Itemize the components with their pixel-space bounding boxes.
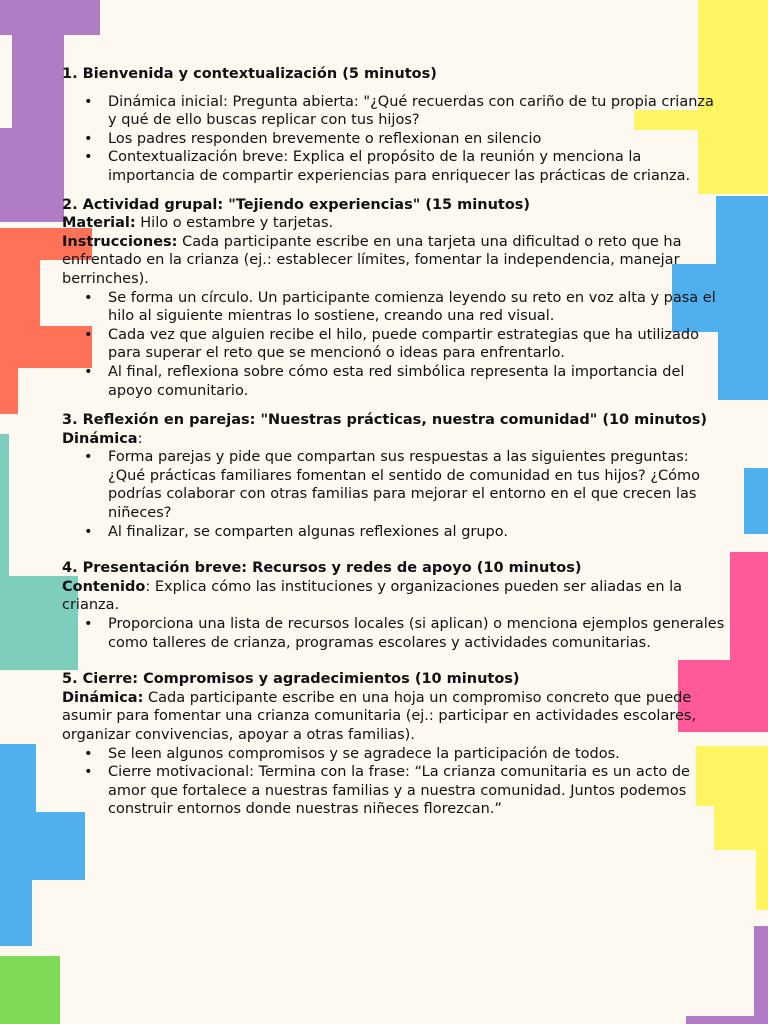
list-item: • Se leen algunos compromisos y se agradece la participación de todos.: [108, 745, 726, 764]
material-line: [62, 214, 726, 233]
section-reflexion-parejas: [62, 411, 726, 541]
section-title: 1. Bienvenida y contextualización (5 minutos): [62, 66, 437, 82]
material-label: Material:: [62, 215, 136, 232]
purple-shape: [12, 35, 64, 130]
list-item: • Cierre motivacional: Termina con la frase: “La crianza comunitaria es un acto de amor que fortalece a nuestras familias y a nuestra comunidad. Juntos podemos construir entornos donde nuestras niñeces florezcan.”: [108, 763, 726, 819]
teal-shape: [0, 434, 9, 582]
blue-shape: [0, 744, 36, 814]
bullet-list: [62, 289, 726, 401]
orange-shape: [0, 258, 40, 328]
section-title: 4. Presentación breve: Recursos y redes de apoyo (10 minutos): [62, 560, 582, 577]
orange-shape: [0, 366, 18, 414]
list-item: • Los padres responden brevemente o reflexionan en silencio: [108, 130, 726, 149]
bullet-list: [62, 745, 726, 819]
document-body: [62, 65, 726, 819]
list-item: • Dinámica inicial: Pregunta abierta: "¿Qué recuerdas con cariño de tu propia crianza y qué de ello buscas replicar con tus hijos?: [108, 93, 726, 130]
dinamica-line: [62, 689, 726, 745]
list-item: • Al finalizar, se comparten algunas reflexiones al grupo.: [108, 523, 726, 542]
yellow-shape: [756, 848, 768, 910]
instructions-line: [62, 233, 726, 289]
section-cierre: [62, 670, 726, 819]
section-title: 5. Cierre: Compromisos y agradecimientos (10 minutos): [62, 671, 520, 688]
dinamica-text: Cada participante escribe en una hoja un compromiso concreto que puede asumir para fomentar una crianza comunitaria (ej.: participar en actividades escolares, organizar convivencias, apoyar a otras familias).: [62, 689, 697, 743]
section-title: 3. Reflexión en parejas: "Nuestras prácticas, nuestra comunidad" (10 minutos): [62, 412, 708, 429]
material-text: Hilo o estambre y tarjetas.: [135, 215, 334, 232]
contenido-label: Contenido: [62, 578, 146, 595]
list-item: • Contextualización breve: Explica el propósito de la reunión y menciona la importancia de compartir experiencias para enriquecer las prácticas de crianza.: [108, 148, 726, 185]
bullet-list: [62, 615, 726, 652]
contenido-line: [62, 578, 726, 615]
instructions-text: Cada participante escribe en una tarjeta una dificultad o reto que ha enfrentado en la crianza (ej.: establecer límites, fomentar la independencia, manejar berrinches).: [62, 233, 682, 287]
purple-shape: [686, 1016, 768, 1024]
list-item: • Proporciona una lista de recursos locales (si aplican) o menciona ejemplos generales como talleres de crianza, programas escolares y actividades comunitarias.: [108, 615, 726, 652]
purple-shape: [0, 128, 64, 222]
purple-shape: [754, 926, 768, 1024]
bullet-list: [62, 93, 726, 186]
contenido-text: : Explica cómo las instituciones y organizaciones pueden ser aliadas en la crianza.: [62, 578, 683, 614]
instructions-label: Instrucciones:: [62, 233, 178, 250]
list-item: • Forma parejas y pide que compartan sus respuestas a las siguientes preguntas: ¿Qué prácticas familiares fomentan el sentido de comunidad en tus hijos? ¿Cómo podrías colaborar con otras familias para mejorar el entorno en el que crecen las niñeces?: [108, 448, 726, 522]
list-item: • Se forma un círculo. Un participante comienza leyendo su reto en voz alta y pasa el hilo al siguiente mientras lo sostiene, creando una red visual.: [108, 289, 726, 326]
section-actividad-grupal: [62, 196, 726, 401]
list-item: • Cada vez que alguien recibe el hilo, puede compartir estrategias que ha utilizado para superar el reto que se mencionó o ideas para enfrentarlo.: [108, 326, 726, 363]
blue-shape: [0, 878, 32, 946]
purple-shape: [0, 0, 100, 35]
bullet-list: [62, 448, 726, 541]
green-shape: [0, 956, 60, 1024]
dinamica-line: [62, 430, 726, 449]
section-title: 2. Actividad grupal: "Tejiendo experiencias" (15 minutos): [62, 196, 531, 213]
section-bienvenida: [62, 65, 726, 186]
list-item: • Al final, reflexiona sobre cómo esta red simbólica representa la importancia del apoyo comunitario.: [108, 363, 726, 400]
pink-shape: [730, 552, 768, 662]
blue-shape: [0, 812, 85, 880]
dinamica-label: Dinámica:: [62, 689, 144, 706]
section-recursos: [62, 559, 726, 652]
dinamica-text: :: [137, 430, 143, 447]
blue-shape: [744, 468, 768, 534]
dinamica-label: Dinámica: [62, 430, 138, 447]
